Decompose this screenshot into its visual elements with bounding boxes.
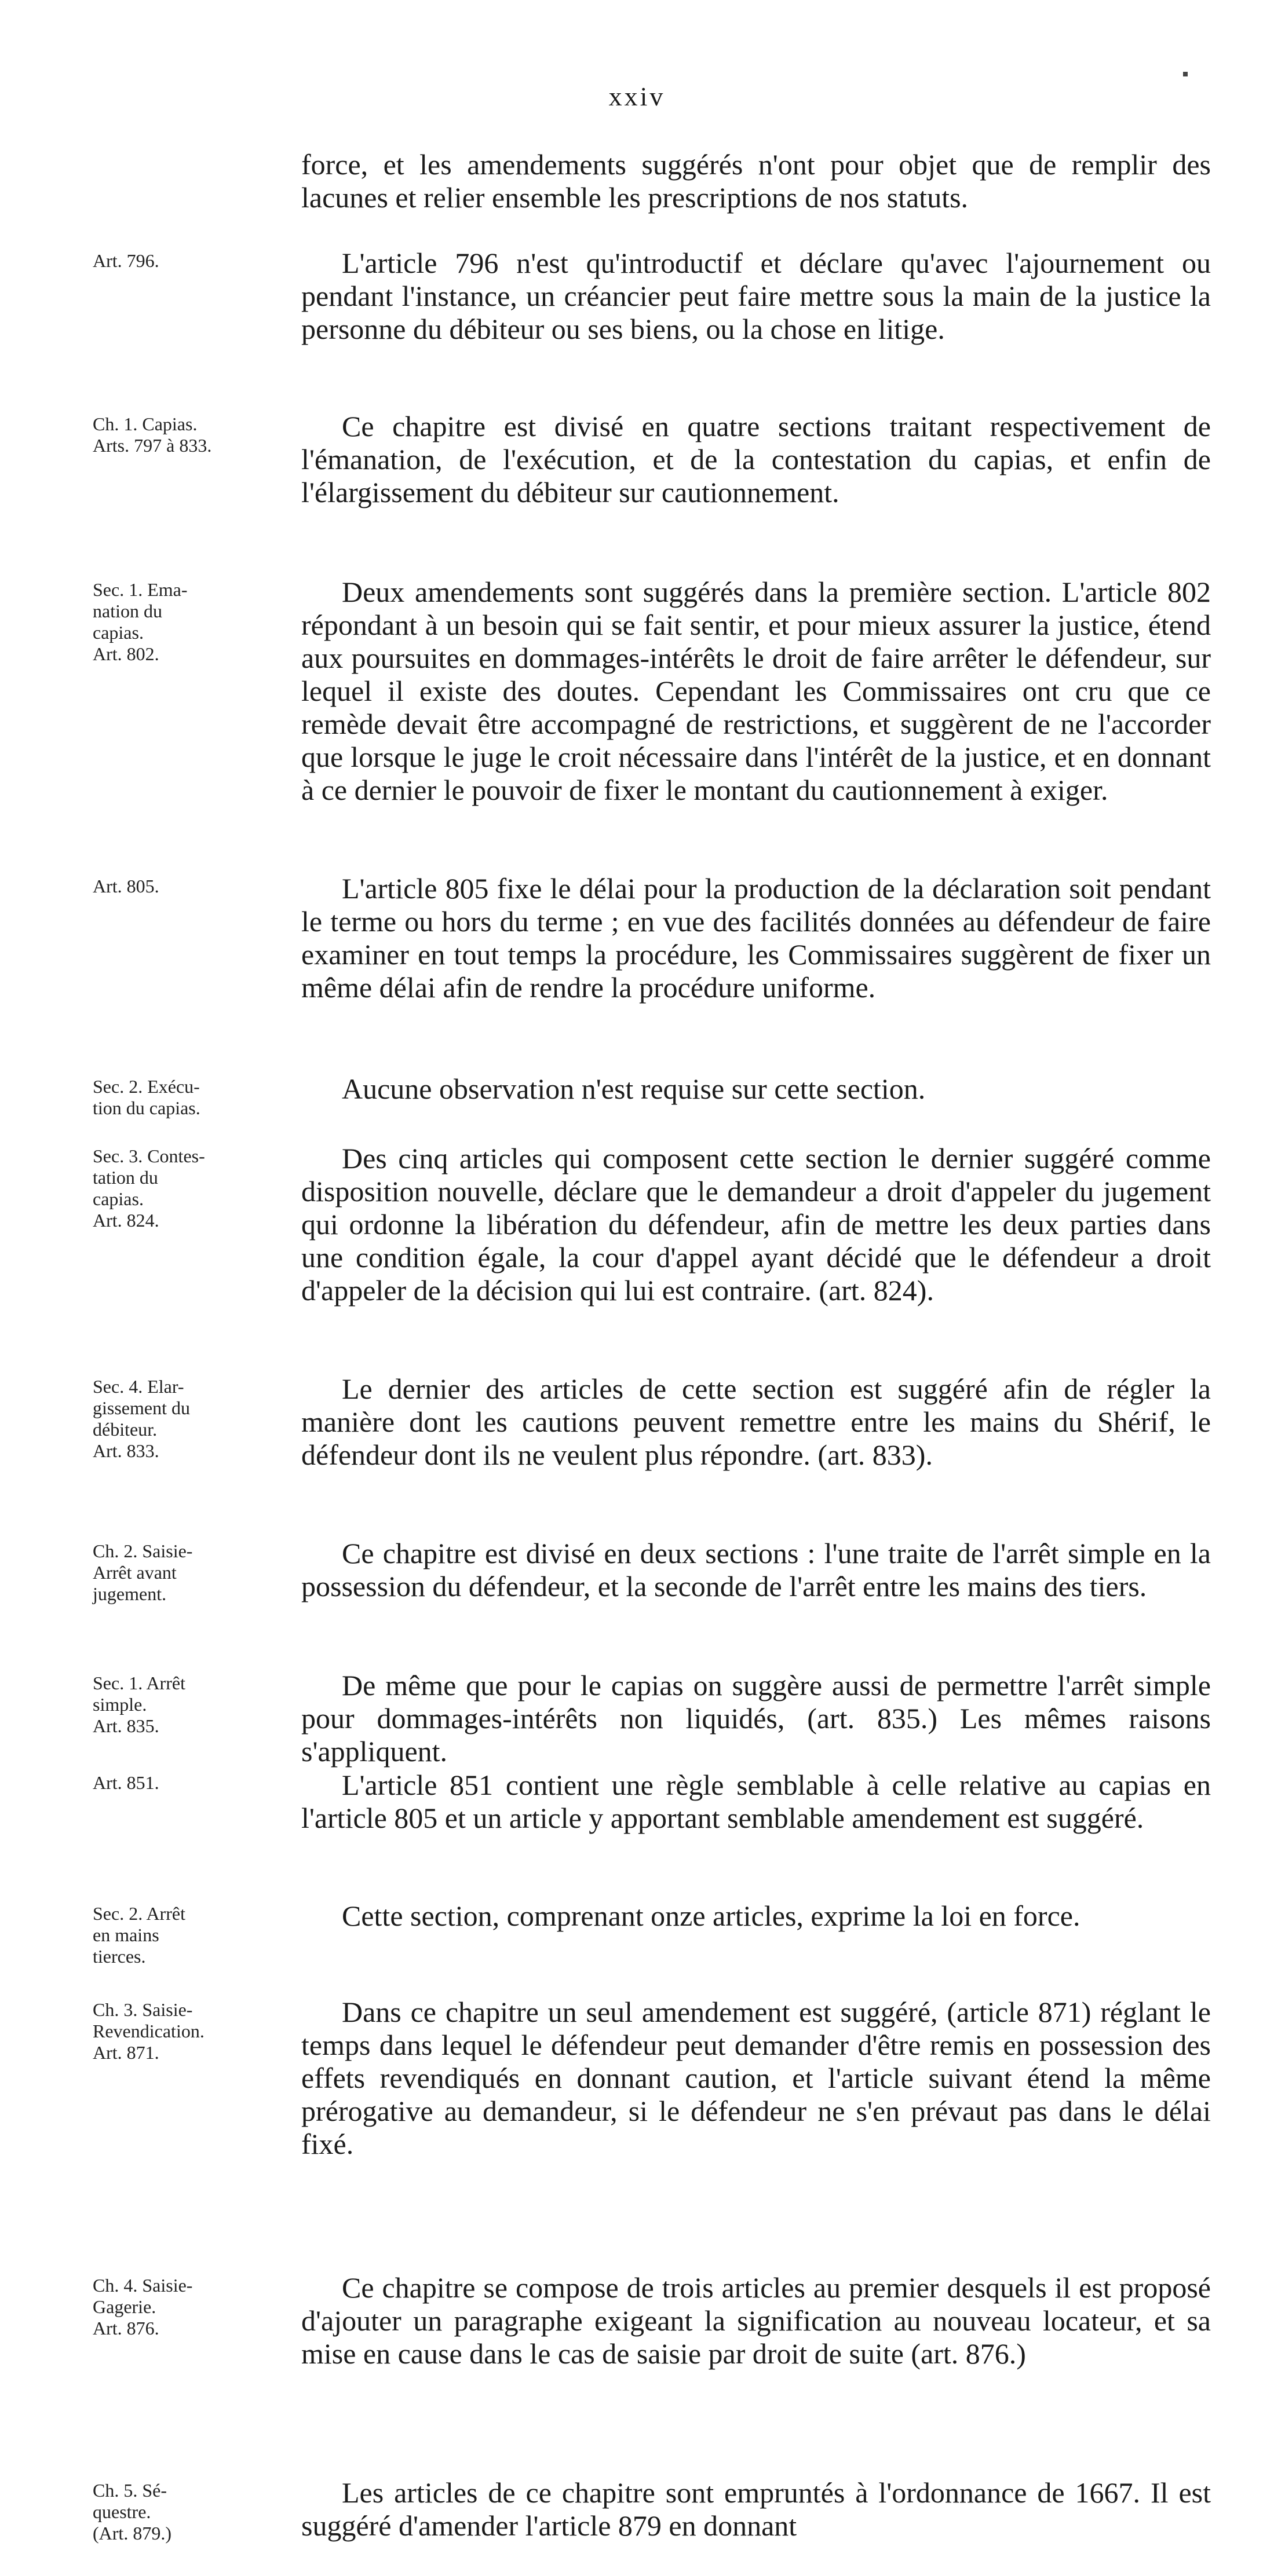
margin-note <box>93 250 284 272</box>
margin-note-line: Sec. 1. Ema- <box>93 579 188 600</box>
paragraph-text: Les articles de ce chapitre sont empruntés à l'ordonnance de 1667. Il est suggéré d'amender l'article 879 en donnant <box>301 2476 1211 2542</box>
paragraph-text: L'article 796 n'est qu'introductif et déclare qu'avec l'ajournement ou pendant l'instance, un créancier peut faire mettre sous la main de la justice la personne du débiteur ou ses biens, ou la chose en litige. <box>301 247 1211 345</box>
paragraph-text: Cette section, comprenant onze articles, exprime la loi en force. <box>342 1900 1080 1932</box>
paragraph-text: Le dernier des articles de cette section est suggéré afin de régler la manière dont les cautions peuvent remettre entre les mains du Shérif, le défendeur dont ils ne veulent plus répondre. (art. 833). <box>301 1373 1211 1471</box>
margin-note-line: capias. <box>93 622 144 643</box>
margin-note-line: Art. 802. <box>93 643 159 664</box>
margin-note-line: Art. 851. <box>93 1772 159 1793</box>
page-number: xxiv <box>608 82 666 111</box>
margin-note-line: Sec. 2. Exécu- <box>93 1076 200 1097</box>
margin-note <box>93 1673 284 1737</box>
margin-note-line: Sec. 1. Arrêt <box>93 1673 185 1693</box>
margin-note <box>93 876 284 897</box>
paragraph-text: Des cinq articles qui composent cette section le dernier suggéré comme disposition nouvelle, déclare que le demandeur a droit d'appeler du jugement qui ordonne la libération du défendeur, afin de mettre les deux parties dans une condition égale, la cour d'appel ayant décidé que le défendeur a droit d'appeler de la décision qui lui est contraire. (art. 824). <box>301 1142 1211 1307</box>
paragraph-text: De même que pour le capias on suggère aussi de permettre l'arrêt simple pour dommages-intérêts non liquidés, (art. 835.) Les mêmes raisons s'appliquent. <box>301 1669 1211 1768</box>
margin-note-line: Sec. 2. Arrêt <box>93 1903 185 1924</box>
margin-note-line: Ch. 1. Capias. <box>93 414 198 434</box>
margin-note <box>93 1541 284 1605</box>
margin-note-line: Art. 876. <box>93 2318 159 2339</box>
margin-mark <box>1183 72 1188 76</box>
paragraph-text: Aucune observation n'est requise sur cette section. <box>342 1073 926 1105</box>
margin-note-line: tation du <box>93 1167 158 1188</box>
margin-note-line: Art. 833. <box>93 1440 159 1461</box>
paragraph-text: Ce chapitre est divisé en deux sections : l'une traite de l'arrêt simple en la possession du défendeur, et la seconde de l'arrêt entre les mains des tiers. <box>301 1537 1211 1602</box>
margin-note-line: Art. 796. <box>93 250 159 271</box>
margin-note-line: en mains <box>93 1924 159 1945</box>
margin-note-line: Art. 805. <box>93 876 159 897</box>
paragraph-text: Deux amendements sont suggérés dans la première section. L'article 802 répondant à un besoin qui se fait sentir, et pour mieux assurer la justice, étend aux poursuites en dommages-intérêts le droit de faire arrêter le défendeur, sur lequel il existe des doutes. Cependant les Commissaires ont cru que ce remède devait être accompagné de restrictions, et suggèrent de ne l'accorder que lorsque le juge le croit nécessaire dans l'intérêt de la justice, et en donnant à ce dernier le pouvoir de fixer le montant du cautionnement à exiger. <box>301 576 1211 806</box>
margin-note <box>93 1076 284 1119</box>
margin-note <box>93 1903 284 1967</box>
margin-note-line: Arrêt avant <box>93 1562 177 1583</box>
margin-note-line: nation du <box>93 601 162 621</box>
margin-note-line: Ch. 5. Sé- <box>93 2480 167 2501</box>
paragraph-text: L'article 851 contient une règle semblable à celle relative au capias en l'article 805 et un article y apportant semblable amendement est suggéré. <box>301 1769 1211 1834</box>
margin-note-line: jugement. <box>93 1583 167 1604</box>
margin-note <box>93 2275 284 2339</box>
margin-note-line: (Art. 879.) <box>93 2523 171 2544</box>
paragraph-text: Ce chapitre se compose de trois articles au premier desquels il est proposé d'ajouter un paragraphe exigeant la signification au nouveau locateur, et sa mise en cause dans le cas de saisie par droit de suite (art. 876.) <box>301 2271 1211 2370</box>
paragraph-text: L'article 805 fixe le délai pour la production de la déclaration soit pendant le terme ou hors du terme ; en vue des facilités données au défendeur de faire examiner en tout temps la procédure, les Commissaires suggèrent de fixer un même délai afin de rendre la procédure uniforme. <box>301 872 1211 1004</box>
margin-note <box>93 414 284 456</box>
margin-note-line: Art. 871. <box>93 2042 159 2063</box>
margin-note <box>93 1999 284 2063</box>
margin-note-line: capias. <box>93 1188 144 1209</box>
margin-note-line: Ch. 4. Saisie- <box>93 2275 193 2296</box>
margin-note-line: débiteur. <box>93 1419 158 1440</box>
margin-note <box>93 2480 284 2544</box>
paragraph-text: Dans ce chapitre un seul amendement est suggéré, (article 871) réglant le temps dans lequel le défendeur peut demander d'être remis en possession des effets revendiqués en donnant caution, et l'article suivant étend la même prérogative au demandeur, si le défendeur ne s'en prévaut pas dans le délai fixé. <box>301 1996 1211 2160</box>
margin-note-line: Sec. 4. Elar- <box>93 1376 184 1397</box>
margin-note-line: Sec. 3. Contes- <box>93 1146 205 1166</box>
margin-note-line: gissement du <box>93 1397 190 1418</box>
margin-note-line: Ch. 2. Saisie- <box>93 1541 193 1561</box>
margin-note-line: Ch. 3. Saisie- <box>93 1999 193 2020</box>
margin-note-line: Gagerie. <box>93 2296 156 2317</box>
margin-note-line: Revendication. <box>93 2021 205 2041</box>
paragraph-text: Ce chapitre est divisé en quatre sections traitant respectivement de l'émanation, de l'exécution, et de la contestation du capias, et enfin de l'élargissement du débiteur sur cautionnement. <box>301 410 1211 508</box>
margin-note-line: simple. <box>93 1694 147 1715</box>
paragraph-text: force, et les amendements suggérés n'ont pour objet que de remplir des lacunes et relier ensemble les prescriptions de nos statuts. <box>301 148 1211 214</box>
margin-note-line: Art. 824. <box>93 1210 159 1231</box>
margin-note <box>93 1146 284 1231</box>
margin-note-line: questre. <box>93 2501 151 2522</box>
margin-note-line: tion du capias. <box>93 1097 200 1118</box>
margin-note <box>93 579 284 665</box>
margin-note <box>93 1772 284 1794</box>
margin-note-line: Arts. 797 à 833. <box>93 435 212 456</box>
margin-note <box>93 1376 284 1462</box>
margin-note-line: Art. 835. <box>93 1715 159 1736</box>
margin-note-line: tierces. <box>93 1946 146 1967</box>
